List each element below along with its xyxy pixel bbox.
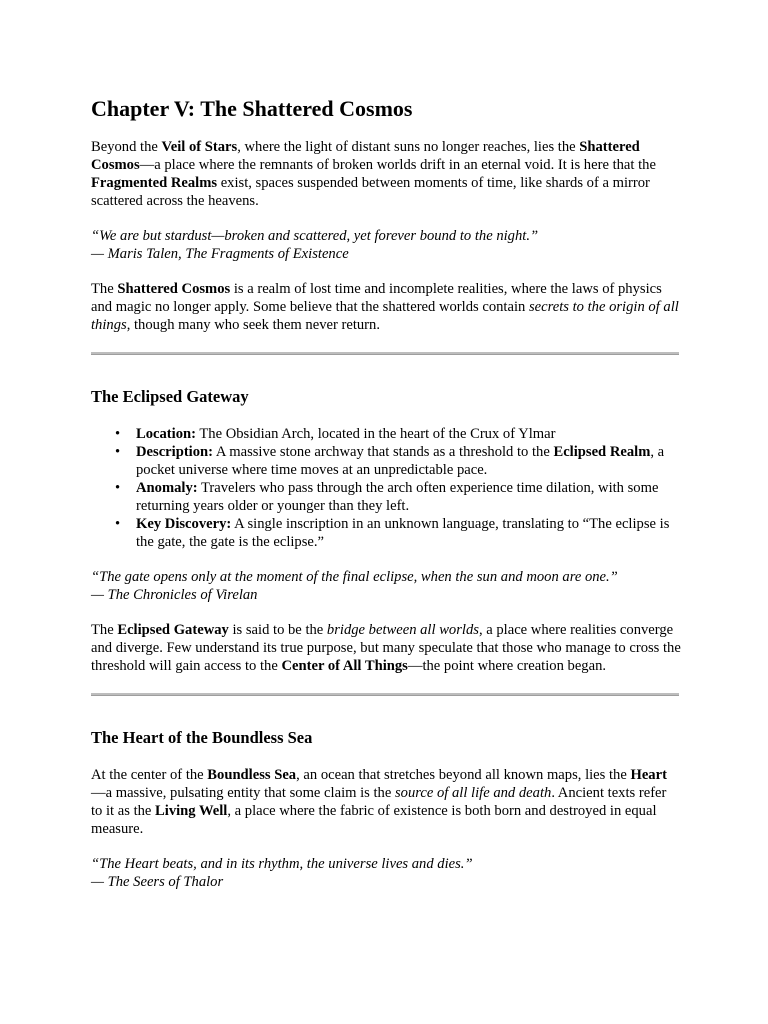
bold-text: Description:: [136, 444, 214, 460]
bold-text: Heart: [630, 767, 667, 783]
list-item: [136, 443, 681, 479]
document-content: [91, 96, 681, 908]
text-run: exist, spaces suspended between moments of time, like shards of a mirror scattered across the heavens.: [91, 175, 650, 209]
chapter-body-paragraph: [91, 280, 681, 334]
text-run: —a place where the remnants of broken worlds drift in an eternal void. It is here that the: [139, 157, 656, 173]
chapter-quote-block: [91, 227, 681, 263]
bold-text: Eclipsed Gateway: [117, 622, 229, 638]
chapter-quote: “We are but stardust—broken and scattered, yet forever bound to the night.”: [91, 228, 539, 244]
text-run: Beyond the: [91, 139, 162, 155]
italic-text: secrets to the origin of all things: [91, 299, 679, 333]
bold-text: Key Discovery:: [136, 516, 232, 532]
section-divider: [91, 693, 679, 696]
bold-text: Living Well: [155, 803, 228, 819]
heart-quote-attribution: — The Seers of Thalor: [91, 874, 224, 890]
list-item: [136, 515, 681, 551]
gateway-quote-attribution: — The Chronicles of Virelan: [91, 587, 258, 603]
text-run: The Obsidian Arch, located in the heart of the Crux of Ylmar: [196, 426, 556, 442]
text-run: , a place where the fabric of existence is both born and destroyed in equal measure.: [91, 803, 657, 837]
text-run: . Ancient texts refer to it as the: [91, 785, 667, 819]
text-run: —a massive, pulsating entity that some claim is the: [91, 785, 395, 801]
bold-text: Veil of Stars: [161, 139, 238, 155]
text-run: is a realm of lost time and incomplete realities, where the laws of physics and magic no longer apply. Some believe that the shattered worlds contain: [91, 281, 662, 315]
bold-text: Eclipsed Realm: [553, 444, 651, 460]
gateway-quote: “The gate opens only at the moment of the final eclipse, when the sun and moon are one.”: [91, 569, 618, 585]
italic-text: bridge between all worlds: [326, 622, 479, 638]
list-item: [136, 479, 681, 515]
gateway-body-paragraph: [91, 621, 681, 675]
heart-body-paragraph: [91, 766, 681, 838]
chapter-title: Chapter V: The Shattered Cosmos: [91, 96, 413, 121]
text-run: A massive stone archway that stands as a threshold to the: [213, 444, 554, 460]
heart-quote: “The Heart beats, and in its rhythm, the universe lives and dies.”: [91, 856, 473, 872]
text-run: The: [91, 622, 118, 638]
heart-heading: The Heart of the Boundless Sea: [91, 728, 313, 747]
bold-text: Location:: [136, 426, 196, 442]
bold-text: Boundless Sea: [207, 767, 297, 783]
gateway-quote-block: [91, 568, 681, 604]
heart-quote-block: [91, 855, 681, 891]
text-run: A single inscription in an unknown language, translating to “The eclipse is the gate, the gate is the eclipse.”: [136, 516, 670, 550]
text-run: , an ocean that stretches beyond all known maps, lies the: [296, 767, 631, 783]
text-run: The: [91, 281, 118, 297]
bold-text: Center of All Things: [281, 658, 408, 674]
text-run: Travelers who pass through the arch often experience time dilation, with some returning years older or younger than they left.: [136, 480, 659, 514]
chapter-intro-paragraph: [91, 138, 681, 210]
bold-text: Shattered Cosmos: [91, 139, 640, 173]
bold-text: Shattered Cosmos: [117, 281, 231, 297]
text-run: , though many who seek them never return.: [126, 317, 380, 333]
text-run: , a pocket universe where time moves at an unpredictable pace.: [136, 444, 665, 478]
bold-text: Fragmented Realms: [91, 175, 218, 191]
section-divider: [91, 352, 679, 355]
text-run: , a place where realities converge and diverge. Few understand its true purpose, but many speculate that those who manage to cross the threshold will gain access to the: [91, 622, 681, 674]
italic-text: source of all life and death: [394, 785, 552, 801]
chapter-quote-attribution: — Maris Talen, The Fragments of Existence: [91, 246, 349, 262]
gateway-heading: The Eclipsed Gateway: [91, 387, 249, 406]
text-run: , where the light of distant suns no longer reaches, lies the: [237, 139, 580, 155]
text-run: is said to be the: [228, 622, 327, 638]
text-run: —the point where creation began.: [407, 658, 607, 674]
list-item: [136, 425, 681, 443]
bold-text: Anomaly:: [136, 480, 198, 496]
gateway-details-list: [91, 425, 681, 551]
text-run: At the center of the: [91, 767, 208, 783]
